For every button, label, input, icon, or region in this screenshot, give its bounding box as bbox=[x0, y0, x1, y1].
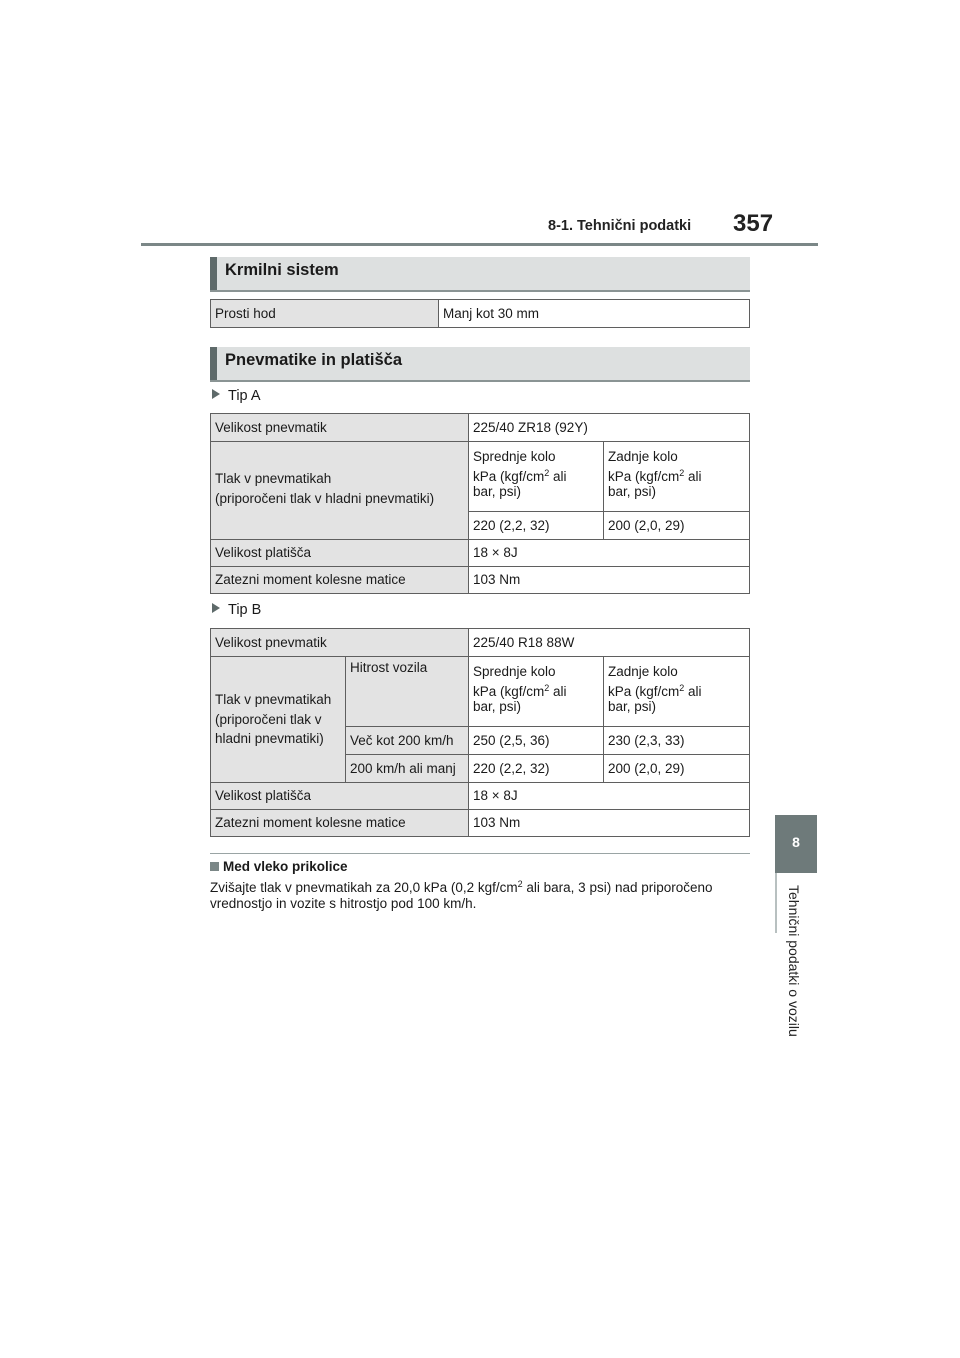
rear-wheel-header bbox=[604, 657, 750, 727]
pressure-label-line-1: Tlak v pnevmatikah bbox=[215, 470, 332, 486]
torque-value: 103 Nm bbox=[469, 567, 750, 594]
section-heading-text: Krmilni sistem bbox=[225, 261, 339, 279]
trailer-paragraph bbox=[210, 880, 755, 912]
pressure-label-line-1: Tlak v pnevmatikah bbox=[215, 692, 332, 708]
running-header-section: 8-1. Tehnični podatki bbox=[548, 218, 692, 234]
chapter-tab-line bbox=[775, 873, 777, 933]
subheading-type-a-text: Tip A bbox=[228, 388, 261, 404]
speed-low-label: 200 km/h ali manj bbox=[346, 755, 469, 783]
chapter-number: 8 bbox=[792, 834, 800, 850]
pressure-label bbox=[211, 442, 469, 540]
torque-label: Zatezni moment kolesne matice bbox=[211, 567, 469, 594]
front-wheel-unit bbox=[473, 469, 599, 500]
trailer-superscript: 2 bbox=[517, 879, 523, 889]
pressure-label-line-3: hladni pnevmatiki) bbox=[215, 731, 324, 747]
table-row bbox=[211, 540, 750, 567]
unit-superscript: 2 bbox=[544, 467, 550, 478]
free-play-label: Prosti hod bbox=[211, 300, 439, 328]
high-front-value: 250 (2,5, 36) bbox=[469, 727, 604, 755]
free-play-value: Manj kot 30 mm bbox=[439, 300, 750, 328]
section-heading-steering bbox=[210, 257, 750, 292]
unit-text: bar, psi) bbox=[473, 484, 522, 500]
page-number: 357 bbox=[733, 210, 774, 237]
unit-text: bar, psi) bbox=[608, 699, 657, 715]
square-bullet-icon bbox=[210, 862, 219, 871]
unit-superscript: 2 bbox=[544, 682, 550, 693]
table-row bbox=[211, 567, 750, 594]
pressure-label-line-2: (priporočeni tlak v hladni pnevmatiki) bbox=[215, 490, 435, 506]
unit-text: kPa (kgf/cm bbox=[608, 468, 680, 484]
pressure-label-line-2: (priporočeni tlak v bbox=[215, 711, 322, 727]
low-front-value: 220 (2,2, 32) bbox=[469, 755, 604, 783]
rim-size-label: Velikost platišča bbox=[211, 783, 469, 810]
tire-size-value: 225/40 ZR18 (92Y) bbox=[469, 414, 750, 442]
trailer-text: ali bara, 3 psi) nad priporočeno vrednostjo in vozite s hitrostjo pod 100 km/h. bbox=[210, 880, 713, 911]
torque-value: 103 Nm bbox=[469, 810, 750, 837]
triangle-bullet-icon bbox=[212, 389, 220, 399]
rear-wheel-header bbox=[604, 442, 750, 512]
unit-text: ali bbox=[549, 683, 567, 699]
chapter-tab bbox=[775, 815, 817, 873]
unit-text: bar, psi) bbox=[608, 484, 657, 500]
header-divider bbox=[141, 243, 818, 246]
front-pressure-value: 220 (2,2, 32) bbox=[469, 512, 604, 540]
table-row bbox=[211, 783, 750, 810]
tire-table-type-a bbox=[210, 413, 750, 594]
subheading-type-b-text: Tip B bbox=[228, 602, 262, 618]
speed-header: Hitrost vozila bbox=[346, 657, 469, 727]
section-heading-text: Pnevmatike in platišča bbox=[225, 351, 402, 369]
subheading-type-a bbox=[212, 388, 261, 404]
trailer-divider bbox=[210, 853, 750, 854]
pressure-label bbox=[211, 657, 346, 783]
rear-pressure-value: 200 (2,0, 29) bbox=[604, 512, 750, 540]
high-rear-value: 230 (2,3, 33) bbox=[604, 727, 750, 755]
triangle-bullet-icon bbox=[212, 603, 220, 613]
trailer-heading-text: Med vleko prikolice bbox=[223, 859, 348, 874]
steering-table bbox=[210, 299, 750, 328]
unit-text: ali bbox=[549, 468, 567, 484]
unit-text: ali bbox=[684, 683, 702, 699]
subheading-type-b bbox=[212, 602, 261, 618]
unit-text: kPa (kgf/cm bbox=[473, 468, 545, 484]
unit-text: ali bbox=[684, 468, 702, 484]
torque-label: Zatezni moment kolesne matice bbox=[211, 810, 469, 837]
rim-size-value: 18 × 8J bbox=[469, 540, 750, 567]
rear-wheel-unit bbox=[608, 469, 745, 500]
front-wheel-header bbox=[469, 442, 604, 512]
chapter-label: Tehnični podatki o vozilu bbox=[786, 885, 802, 1037]
front-wheel-title: Sprednje kolo bbox=[473, 664, 556, 679]
section-heading-bar bbox=[210, 347, 217, 380]
table-row bbox=[211, 414, 750, 442]
rear-wheel-title: Zadnje kolo bbox=[608, 449, 678, 464]
unit-text: bar, psi) bbox=[473, 699, 522, 715]
table-row bbox=[211, 300, 750, 328]
speed-high-label: Več kot 200 km/h bbox=[346, 727, 469, 755]
rim-size-value: 18 × 8J bbox=[469, 783, 750, 810]
unit-superscript: 2 bbox=[679, 467, 685, 478]
table-row bbox=[211, 442, 750, 512]
tire-size-value: 225/40 R18 88W bbox=[469, 629, 750, 657]
unit-text: kPa (kgf/cm bbox=[608, 683, 680, 699]
front-wheel-header bbox=[469, 657, 604, 727]
table-row bbox=[211, 810, 750, 837]
table-row bbox=[211, 657, 750, 727]
section-heading-bar bbox=[210, 257, 217, 290]
tire-size-label: Velikost pnevmatik bbox=[211, 629, 469, 657]
rim-size-label: Velikost platišča bbox=[211, 540, 469, 567]
front-wheel-title: Sprednje kolo bbox=[473, 449, 556, 464]
trailer-text: Zvišajte tlak v pnevmatikah za 20,0 kPa (0,2 kgf/cm bbox=[210, 880, 518, 895]
front-wheel-unit bbox=[473, 684, 599, 715]
tire-size-label: Velikost pnevmatik bbox=[211, 414, 469, 442]
trailer-heading bbox=[210, 859, 348, 874]
low-rear-value: 200 (2,0, 29) bbox=[604, 755, 750, 783]
table-row bbox=[211, 629, 750, 657]
section-heading-tires bbox=[210, 347, 750, 382]
tire-table-type-b bbox=[210, 628, 750, 837]
rear-wheel-title: Zadnje kolo bbox=[608, 664, 678, 679]
unit-superscript: 2 bbox=[679, 682, 685, 693]
rear-wheel-unit bbox=[608, 684, 745, 715]
unit-text: kPa (kgf/cm bbox=[473, 683, 545, 699]
